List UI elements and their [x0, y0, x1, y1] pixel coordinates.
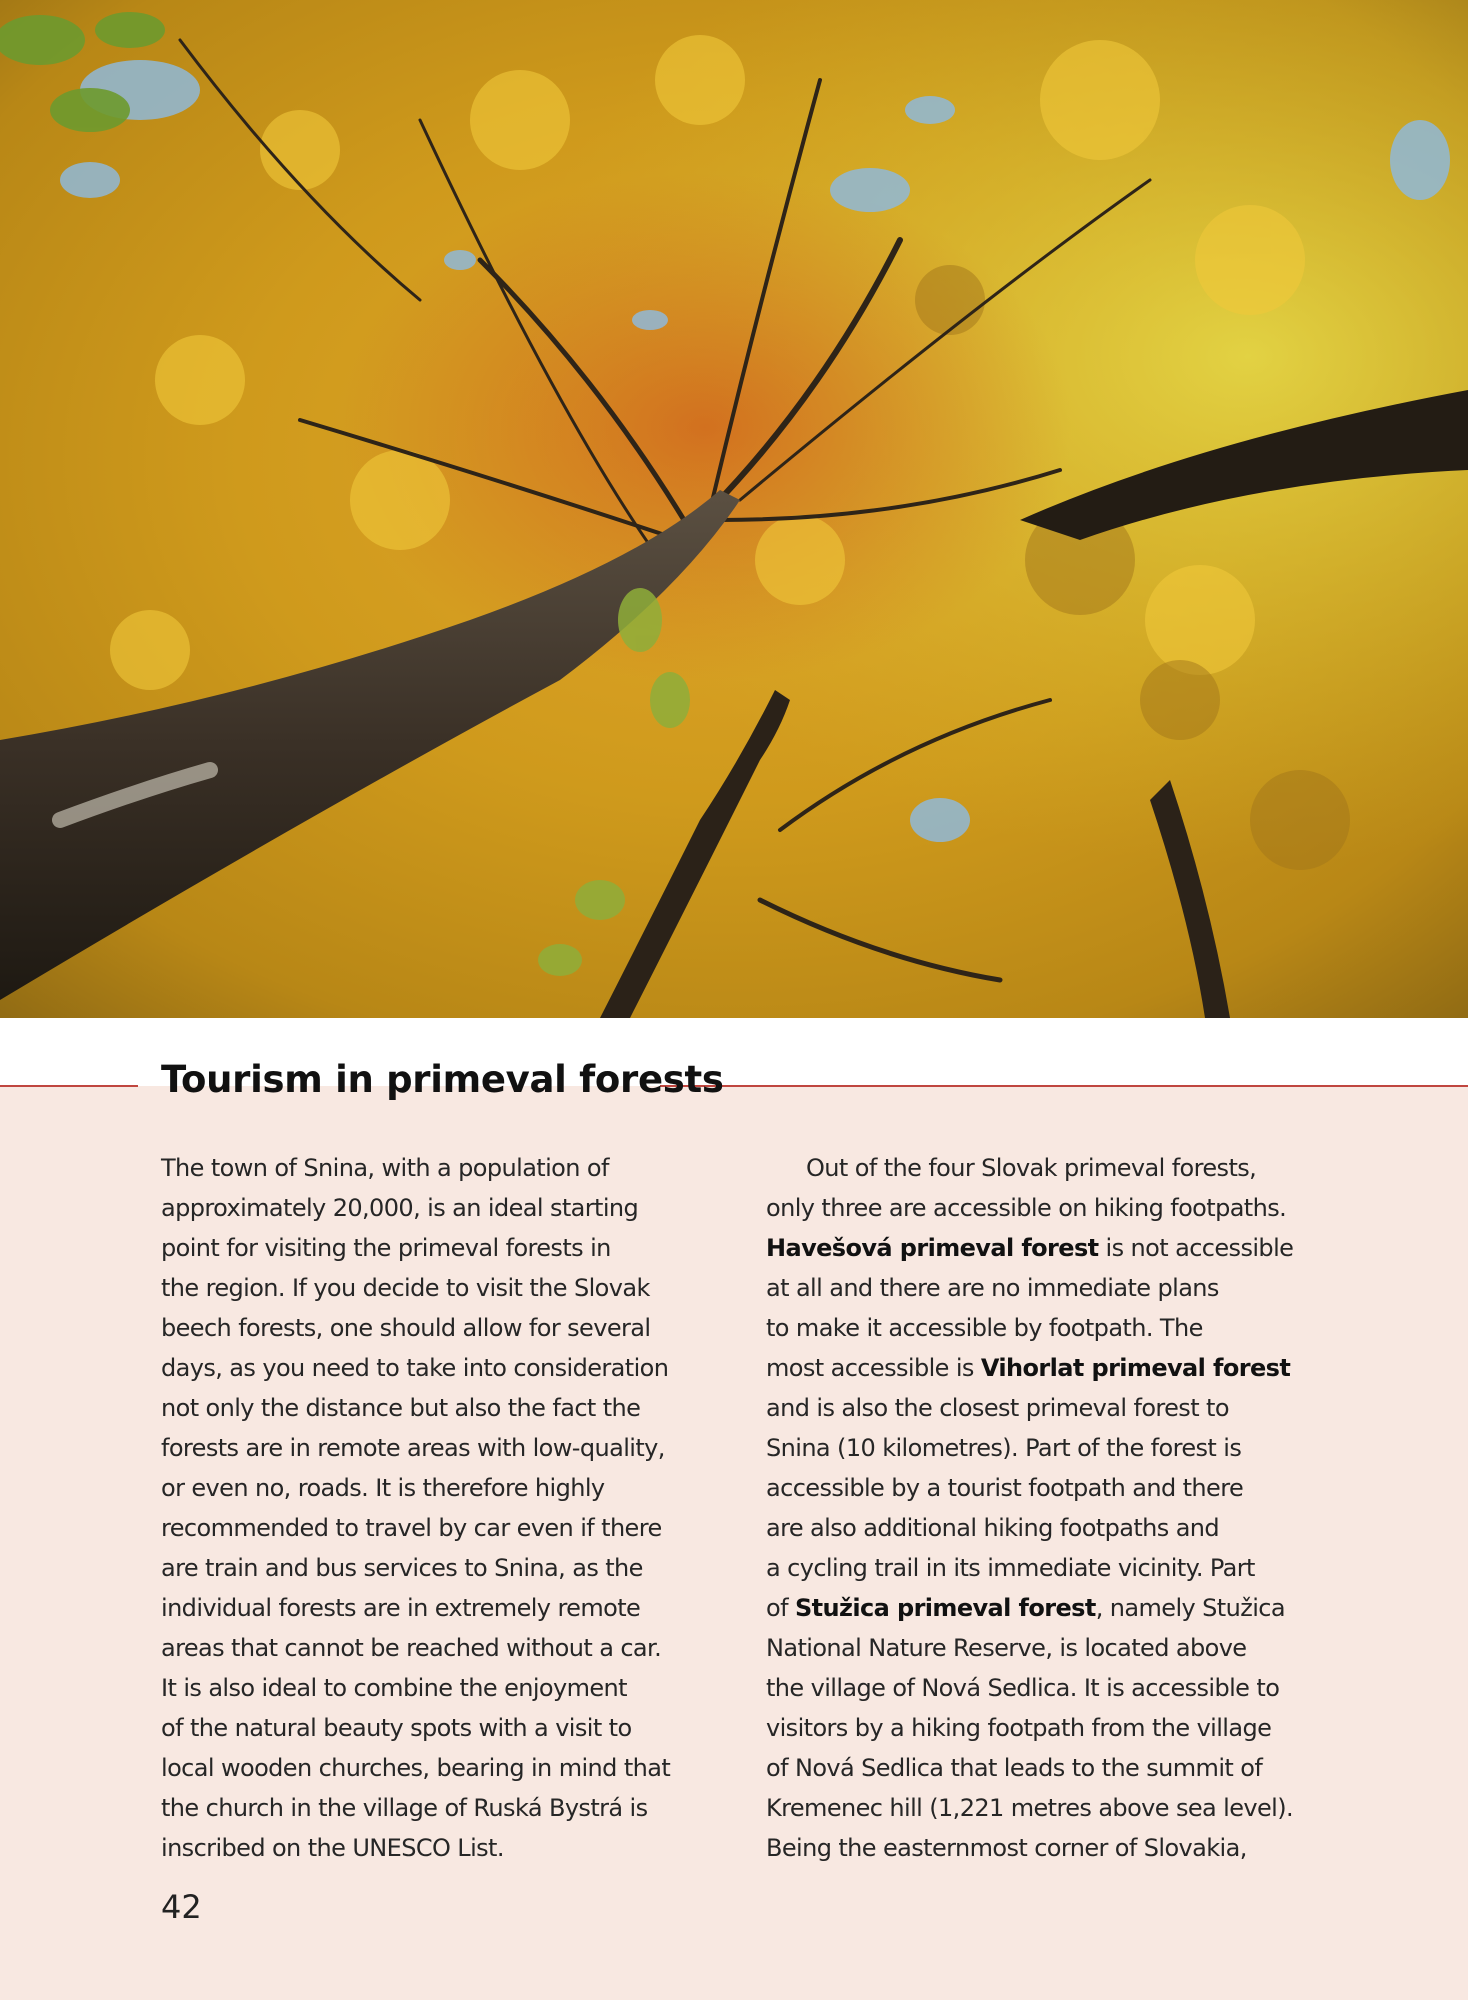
heading-rule-left — [0, 1085, 138, 1087]
text-line: not only the distance but also the fact the — [161, 1394, 641, 1422]
text-line: the village of Nová Sedlica. It is accessible to — [766, 1674, 1280, 1702]
page-number: 42 — [161, 1888, 202, 1926]
text-line: accessible by a tourist footpath and there — [766, 1474, 1244, 1502]
text-line: local wooden churches, bearing in mind that — [161, 1754, 671, 1782]
text-fragment: is not accessible — [1098, 1234, 1294, 1262]
text-line: areas that cannot be reached without a car. — [161, 1634, 662, 1662]
text-line — [766, 1348, 1326, 1388]
text-line: are also additional hiking footpaths and — [766, 1514, 1220, 1542]
text-line: Out of the four Slovak primeval forests, — [806, 1154, 1257, 1182]
text-line: approximately 20,000, is an ideal starting — [161, 1194, 639, 1222]
page-title: Tourism in primeval forests — [161, 1058, 724, 1101]
right-column — [766, 1148, 1326, 1868]
text-line: Kremenec hill (1,221 metres above sea level). — [766, 1794, 1294, 1822]
text-line: a cycling trail in its immediate vicinity. Part — [766, 1554, 1255, 1582]
left-column — [161, 1148, 721, 1868]
text-fragment: , namely Stužica — [1095, 1594, 1285, 1622]
text-line: of Nová Sedlica that leads to the summit of — [766, 1754, 1263, 1782]
right-paragraph — [766, 1148, 1326, 1868]
havesova-forest-name: Havešová primeval forest — [766, 1234, 1099, 1262]
text-line: beech forests, one should allow for several — [161, 1314, 651, 1342]
left-paragraph — [161, 1148, 721, 1868]
text-fragment: most accessible is — [766, 1354, 981, 1382]
stuzica-forest-name: Stužica primeval forest — [794, 1594, 1096, 1622]
text-line: days, as you need to take into consideration — [161, 1354, 669, 1382]
text-line: or even no, roads. It is therefore highly — [161, 1474, 605, 1502]
text-line: to make it accessible by footpath. The — [766, 1314, 1203, 1342]
text-line: The town of Snina, with a population of — [161, 1154, 609, 1182]
text-line: and is also the closest primeval forest to — [766, 1394, 1229, 1422]
text-line — [766, 1228, 1326, 1268]
text-line: inscribed on the UNESCO List. — [161, 1834, 504, 1862]
text-line: National Nature Reserve, is located above — [766, 1634, 1247, 1662]
text-line: Being the easternmost corner of Slovakia, — [766, 1834, 1247, 1862]
text-line: at all and there are no immediate plans — [766, 1274, 1219, 1302]
text-line: recommended to travel by car even if there — [161, 1514, 662, 1542]
text-line: forests are in remote areas with low-quality, — [161, 1434, 665, 1462]
text-line: the region. If you decide to visit the Slovak — [161, 1274, 650, 1302]
text-line: Snina (10 kilometres). Part of the forest is — [766, 1434, 1242, 1462]
text-line — [766, 1588, 1326, 1628]
heading-rule-right — [660, 1085, 1468, 1087]
text-line: are train and bus services to Snina, as the — [161, 1554, 643, 1582]
text-line: point for visiting the primeval forests in — [161, 1234, 611, 1262]
text-line: It is also ideal to combine the enjoyment — [161, 1674, 627, 1702]
text-fragment: of — [766, 1594, 795, 1622]
text-line: individual forests are in extremely remote — [161, 1594, 641, 1622]
text-line: visitors by a hiking footpath from the village — [766, 1714, 1272, 1742]
text-line: the church in the village of Ruská Bystrá is — [161, 1794, 648, 1822]
text-line: only three are accessible on hiking footpaths. — [766, 1194, 1287, 1222]
text-line: of the natural beauty spots with a visit to — [161, 1714, 632, 1742]
vihorlat-forest-name: Vihorlat primeval forest — [980, 1354, 1291, 1382]
